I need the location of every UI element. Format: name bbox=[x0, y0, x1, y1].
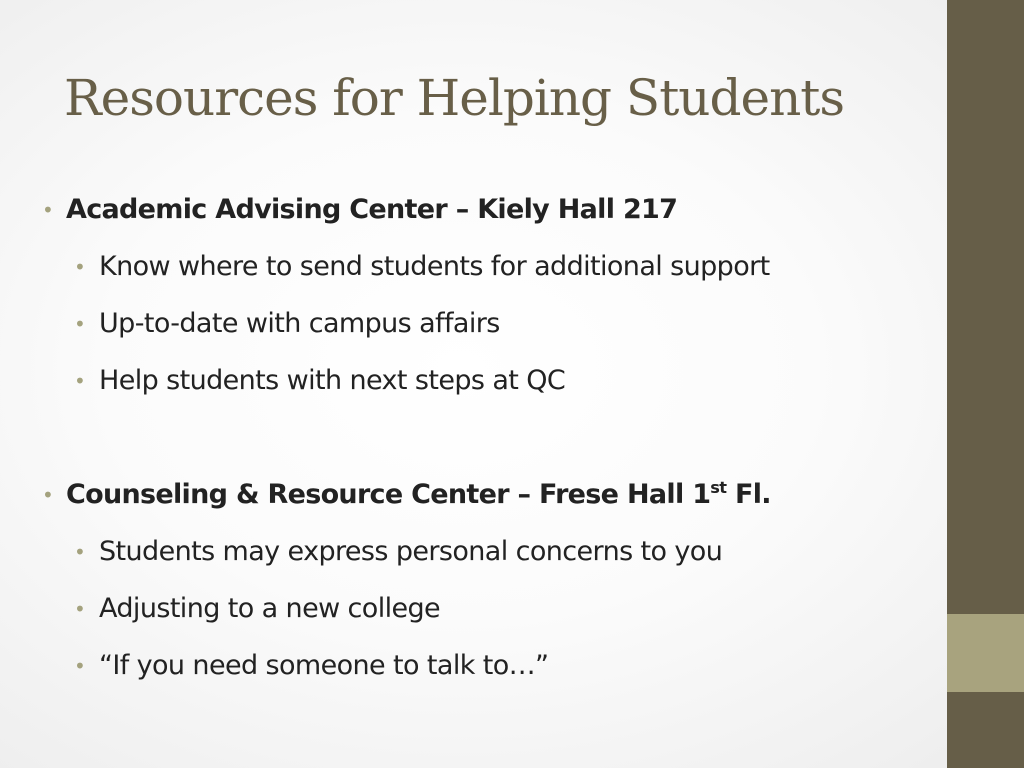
list-item-text: Up-to-date with campus affairs bbox=[99, 308, 500, 339]
list-item-text: Know where to send students for additional support bbox=[99, 251, 770, 282]
bullet-icon: • bbox=[74, 597, 86, 621]
bullet-icon: • bbox=[74, 540, 86, 564]
list-item-text: Adjusting to a new college bbox=[99, 593, 441, 624]
ordinal-suffix: st bbox=[710, 478, 727, 497]
bullet-icon: • bbox=[74, 654, 86, 678]
section-heading-text: Academic Advising Center – Kiely Hall 217 bbox=[66, 194, 678, 225]
decorative-accent-block bbox=[947, 614, 1024, 692]
list-item bbox=[42, 643, 947, 689]
section-spacer bbox=[42, 415, 947, 472]
list-item bbox=[42, 244, 947, 290]
bullet-list bbox=[42, 187, 947, 700]
list-item-text: “If you need someone to talk to…” bbox=[99, 650, 549, 681]
bullet-icon: • bbox=[42, 198, 54, 222]
list-item bbox=[42, 301, 947, 347]
bullet-icon: • bbox=[74, 255, 86, 279]
section-heading-text: Counseling & Resource Center – Frese Hall 1 bbox=[66, 479, 711, 510]
list-item-text: Help students with next steps at QC bbox=[99, 365, 566, 396]
section-heading-counseling bbox=[42, 472, 947, 518]
list-item bbox=[42, 358, 947, 404]
list-item bbox=[42, 586, 947, 632]
bullet-icon: • bbox=[74, 369, 86, 393]
list-item-text: Students may express personal concerns to you bbox=[99, 536, 723, 567]
section-heading-academic-advising bbox=[42, 187, 947, 233]
section-heading-tail: Fl. bbox=[726, 479, 771, 510]
slide-title: Resources for Helping Students bbox=[64, 69, 845, 127]
bullet-icon: • bbox=[74, 312, 86, 336]
bullet-icon: • bbox=[42, 483, 54, 507]
list-item bbox=[42, 529, 947, 575]
